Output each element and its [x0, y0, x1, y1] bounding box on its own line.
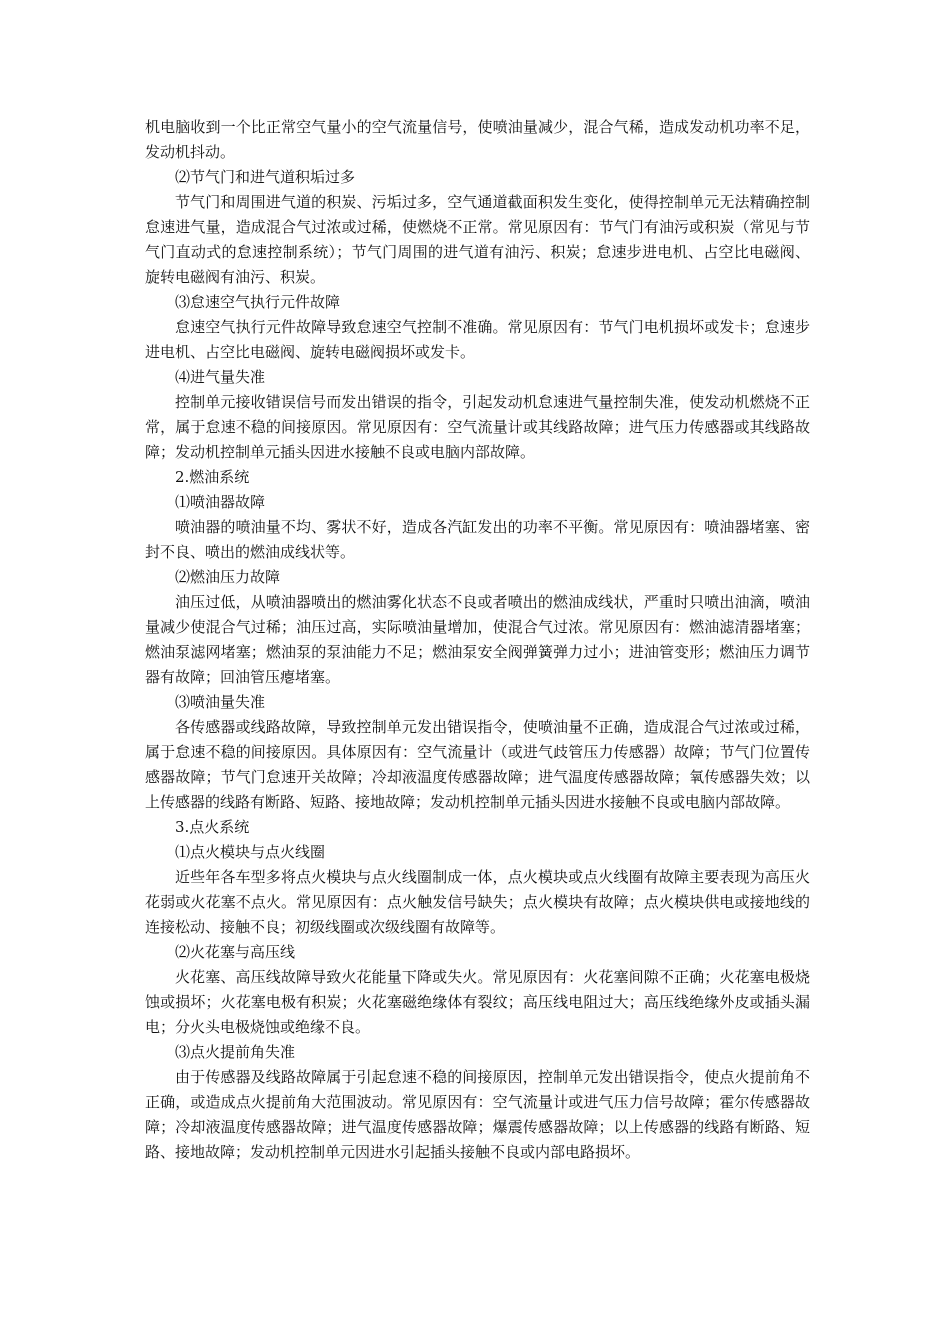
- section-heading: 3.点火系统: [175, 818, 250, 836]
- document-blocks: [145, 165, 810, 1165]
- section-heading: 2.燃油系统: [175, 468, 250, 486]
- body-paragraph: 怠速空气执行元件故障导致怠速空气控制不准确。常见原因有：节气门电机损坏或发卡；怠速步进电机、占空比电磁阀、旋转电磁阀损坏或发卡。: [145, 318, 810, 361]
- body-paragraph: 节气门和周围进气道的积炭、污垢过多，空气通道截面积发生变化，使得控制单元无法精确控制怠速进气量，造成混合气过浓或过稀，使燃烧不正常。常见原因有：节气门有油污或积炭（常见与节气门直动式的怠速控制系统）；节气门周围的进气道有油污、积炭；怠速步进电机、占空比电磁阀、旋转电磁阀有油污、积炭。: [145, 193, 810, 286]
- body-paragraph: 控制单元接收错误信号而发出错误的指令，引起发动机怠速进气量控制失准，使发动机燃烧不正常，属于怠速不稳的间接原因。常见原因有：空气流量计或其线路故障；进气压力传感器或其线路故障；发动机控制单元插头因进水接触不良或电脑内部故障。: [145, 393, 810, 461]
- section-heading: ⑴点火模块与点火线圈: [175, 843, 326, 861]
- section-heading: ⑷进气量失准: [175, 368, 266, 386]
- section-heading: ⑵燃油压力故障: [175, 568, 281, 586]
- body-paragraph: 由于传感器及线路故障属于引起怠速不稳的间接原因，控制单元发出错误指令，使点火提前角不正确，或造成点火提前角大范围波动。常见原因有：空气流量计或进气压力信号故障；霍尔传感器故障；冷却液温度传感器故障；进气温度传感器故障；爆震传感器故障；以上传感器的线路有断路、短路、接地故障；发动机控制单元因进水引起插头接触不良或内部电路损坏。: [145, 1068, 810, 1161]
- section-heading: ⑶喷油量失准: [175, 693, 266, 711]
- body-paragraph: 喷油器的喷油量不均、雾状不好，造成各汽缸发出的功率不平衡。常见原因有：喷油器堵塞、密封不良、喷出的燃油成线状等。: [145, 518, 810, 561]
- section-heading: ⑵火花塞与高压线: [175, 943, 296, 961]
- body-paragraph: 各传感器或线路故障，导致控制单元发出错误指令，使喷油量不正确，造成混合气过浓或过稀，属于怠速不稳的间接原因。具体原因有：空气流量计（或进气歧管压力传感器）故障；节气门位置传感器故障；节气门怠速开关故障；冷却液温度传感器故障；进气温度传感器故障；氧传感器失效；以上传感器的线路有断路、短路、接地故障；发动机控制单元插头因进水接触不良或电脑内部故障。: [145, 718, 810, 811]
- document-body: [145, 115, 810, 1165]
- lead-paragraph: 机电脑收到一个比正常空气量小的空气流量信号，使喷油量减少，混合气稀，造成发动机功率不足，发动机抖动。: [145, 118, 810, 161]
- section-heading: ⑶点火提前角失准: [175, 1043, 296, 1061]
- section-heading: ⑵节气门和进气道积垢过多: [175, 168, 356, 186]
- body-paragraph: 近些年各车型多将点火模块与点火线圈制成一体，点火模块或点火线圈有故障主要表现为高压火花弱或火花塞不点火。常见原因有：点火触发信号缺失；点火模块有故障；点火模块供电或接地线的连接松动、接触不良；初级线圈或次级线圈有故障等。: [145, 868, 810, 936]
- body-paragraph: 火花塞、高压线故障导致火花能量下降或失火。常见原因有：火花塞间隙不正确；火花塞电极烧蚀或损坏；火花塞电极有积炭；火花塞磁绝缘体有裂纹；高压线电阻过大；高压线绝缘外皮或插头漏电；分火头电极烧蚀或绝缘不良。: [145, 968, 810, 1036]
- body-paragraph: 油压过低，从喷油器喷出的燃油雾化状态不良或者喷出的燃油成线状，严重时只喷出油滴，喷油量减少使混合气过稀；油压过高，实际喷油量增加，使混合气过浓。常见原因有：燃油滤清器堵塞；燃油泵滤网堵塞；燃油泵的泵油能力不足；燃油泵安全阀弹簧弹力过小；进油管变形；燃油压力调节器有故障；回油管压瘪堵塞。: [145, 593, 810, 686]
- section-heading: ⑶怠速空气执行元件故障: [175, 293, 341, 311]
- section-heading: ⑴喷油器故障: [175, 493, 266, 511]
